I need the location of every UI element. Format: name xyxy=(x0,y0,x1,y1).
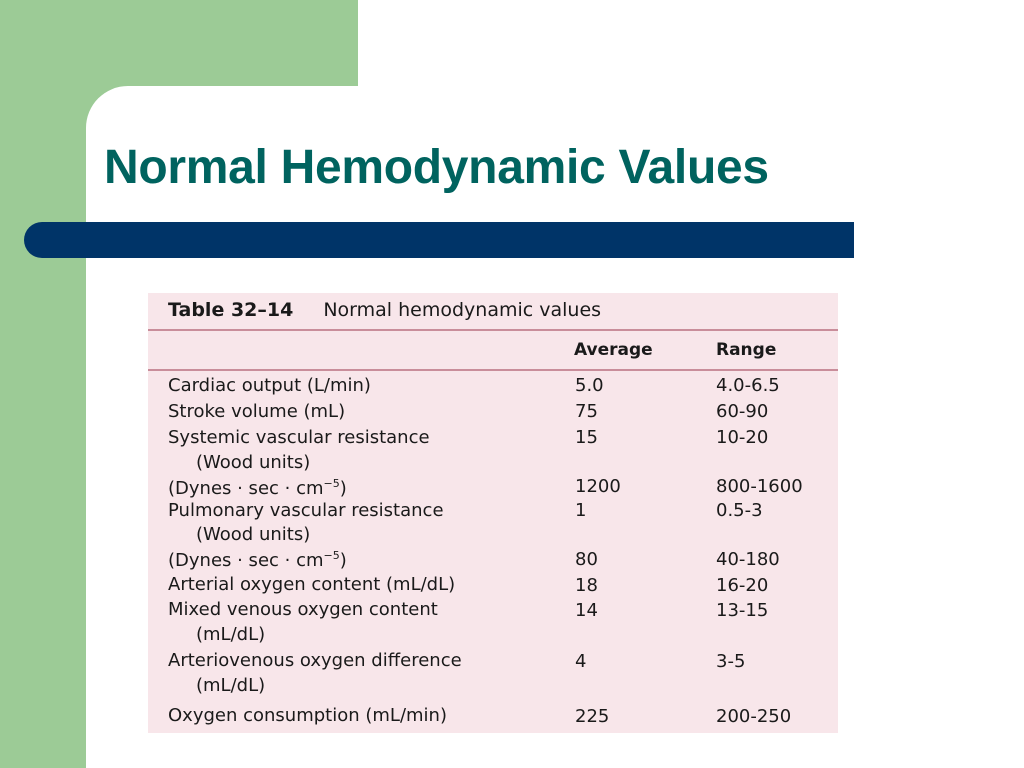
table-row-param: (Wood units) xyxy=(196,452,311,473)
param-tail: ) xyxy=(339,478,347,499)
table-row-param xyxy=(168,550,347,570)
table-row-range: 200-250 xyxy=(716,706,792,727)
caption-rule xyxy=(148,329,838,331)
table-row-param: Stroke volume (mL) xyxy=(168,401,346,422)
table-row-param: Systemic vascular resistance xyxy=(168,427,430,448)
table-row-param: Arterial oxygen content (mL/dL) xyxy=(168,574,456,595)
table-row-range: 800-1600 xyxy=(716,476,803,497)
table-row-average: 4 xyxy=(575,651,587,672)
table-number: Table 32–14 xyxy=(168,299,294,321)
table-row-param: Cardiac output (L/min) xyxy=(168,375,371,396)
param-text: (Dynes · sec · cm xyxy=(168,550,324,571)
table-row-average: 80 xyxy=(575,549,598,570)
table-row-range: 3-5 xyxy=(716,651,746,672)
table-row-average: 75 xyxy=(575,401,598,422)
table-row-range: 16-20 xyxy=(716,575,769,596)
table-row-average: 1200 xyxy=(575,476,621,497)
table-row-average: 225 xyxy=(575,706,610,727)
table-row-param: (mL/dL) xyxy=(196,675,266,696)
column-header-average: Average xyxy=(574,340,653,360)
header-rule xyxy=(148,369,838,371)
exponent: −5 xyxy=(323,477,340,490)
table-row-range: 4.0-6.5 xyxy=(716,375,780,396)
table-row-average: 1 xyxy=(575,500,587,521)
table-row-average: 18 xyxy=(575,575,598,596)
hemodynamic-table xyxy=(148,293,838,733)
table-row-range: 60-90 xyxy=(716,401,769,422)
table-row-param: Oxygen consumption (mL/min) xyxy=(168,705,447,726)
table-row-range: 40-180 xyxy=(716,549,780,570)
exponent: −5 xyxy=(323,549,340,562)
table-row-param: Pulmonary vascular resistance xyxy=(168,500,444,521)
table-caption xyxy=(168,299,601,321)
column-header-range: Range xyxy=(716,340,777,360)
table-row-average: 5.0 xyxy=(575,375,604,396)
table-row-range: 0.5-3 xyxy=(716,500,763,521)
slide-title: Normal Hemodynamic Values xyxy=(104,141,769,194)
table-row-param: Arteriovenous oxygen difference xyxy=(168,650,462,671)
title-underline-bar xyxy=(24,222,854,258)
table-row-param: Mixed venous oxygen content xyxy=(168,599,438,620)
table-row-param: (Wood units) xyxy=(196,524,311,545)
table-row-range: 10-20 xyxy=(716,427,769,448)
param-text: (Dynes · sec · cm xyxy=(168,478,324,499)
table-caption-text: Normal hemodynamic values xyxy=(323,299,602,321)
table-row-range: 13-15 xyxy=(716,600,769,621)
param-tail: ) xyxy=(339,550,347,571)
table-row-param xyxy=(168,478,347,498)
table-row-average: 15 xyxy=(575,427,598,448)
table-row-param: (mL/dL) xyxy=(196,624,266,645)
table-row-average: 14 xyxy=(575,600,598,621)
